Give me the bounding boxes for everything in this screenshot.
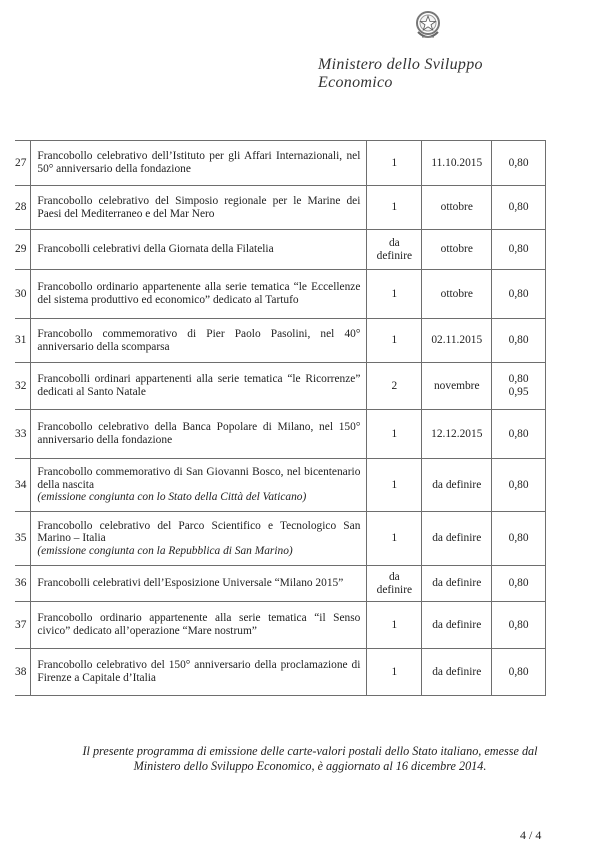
row-number: 28 [15,186,31,230]
description-text: Francobollo ordinario appartenente alla serie tematica “le Eccellenze del sistema produttivo ed economico” dedicato al Tartufo [37,281,361,306]
table-row [15,649,546,696]
row-number: 31 [15,319,31,363]
joint-issue-note: (emissione congiunta con la Repubblica di San Marino) [37,544,293,557]
stamp-description [31,363,367,410]
description-text: Francobollo celebrativo del 150° anniversario della proclamazione di Firenze a Capitale d’Italia [37,659,361,684]
quantity-text: 1 [391,201,398,214]
stamp-quantity [367,512,422,566]
quantity-text: da [388,570,400,583]
stamp-description [31,230,367,270]
face-value-text: 0,80 [508,243,529,256]
stamp-quantity [367,141,422,186]
quantity-text: 1 [391,287,398,300]
table-row [15,410,546,459]
face-value [492,363,546,410]
stamp-quantity [367,566,422,602]
face-value [492,649,546,696]
face-value [492,410,546,459]
table-row [15,459,546,512]
footer-note-line-2: Ministero dello Sviluppo Economico, è aggiornato al 16 dicembre 2014. [133,759,487,773]
ministry-name: Ministero dello Sviluppo Economico [318,56,483,91]
stamp-description [31,602,367,649]
table-row [15,270,546,319]
issue-date: ottobre [422,270,492,319]
description-text: Francobollo commemorativo di Pier Paolo Pasolini, nel 40° anniversario della scomparsa [37,327,361,353]
stamp-description [31,649,367,696]
description-text: Francobollo celebrativo del Simposio regionale per le Marine dei Paesi del Mediterraneo e del Mar Nero [37,194,361,220]
face-value-text: 0,80 [508,287,529,300]
face-value-text: 0,80 [508,665,529,678]
face-value-text: 0,80 [508,334,529,347]
stamp-quantity [367,319,422,363]
row-number: 29 [15,230,31,270]
issue-date: da definire [422,602,492,649]
row-number: 33 [15,410,31,459]
face-value [492,230,546,270]
table-row [15,230,546,270]
row-number: 27 [15,141,31,186]
description-text: Francobollo ordinario appartenente alla serie tematica “il Senso civico” dedicato all’operazione “Mare nostrum” [37,612,361,637]
footer-note [40,744,580,774]
issue-date: da definire [422,459,492,512]
stamp-quantity [367,230,422,270]
stamp-quantity [367,363,422,410]
table-row [15,602,546,649]
row-number: 34 [15,459,31,512]
table-row [15,363,546,410]
description-text: Francobollo celebrativo della Banca Popolare di Milano, nel 150° anniversario della fondazione [37,421,361,446]
row-number: 38 [15,649,31,696]
row-number: 35 [15,512,31,566]
quantity-text: da [388,236,400,249]
row-number: 30 [15,270,31,319]
description-text: Francobollo celebrativo del Parco Scientifico e Tecnologico San Marino – Italia [37,519,361,545]
stamp-description [31,512,367,566]
table-row [15,186,546,230]
issue-date: novembre [422,363,492,410]
stamp-description [31,141,367,186]
stamp-quantity [367,649,422,696]
row-number: 32 [15,363,31,410]
face-value-text: 0,80 [508,156,529,169]
quantity-text: 1 [391,618,398,631]
quantity-text: 1 [391,427,398,440]
row-number: 36 [15,566,31,602]
face-value [492,186,546,230]
footer-note-line-1: Il presente programma di emissione delle carte-valori postali dello Stato italiano, emesse dal [82,744,538,758]
face-value-text: 0,80 [508,373,529,386]
description-text: Francobollo celebrativo dell’Istituto per gli Affari Internazionali, nel 50° anniversario della fondazione [37,150,361,175]
face-value [492,141,546,186]
quantity-text: 1 [391,532,398,545]
table-row [15,319,546,363]
quantity-text: definire [376,583,413,596]
table-row [15,141,546,186]
table-row [15,566,546,602]
issue-date: ottobre [422,186,492,230]
stamp-quantity [367,270,422,319]
joint-issue-note: (emissione congiunta con lo Stato della Città del Vaticano) [37,491,307,504]
stamp-description [31,410,367,459]
face-value [492,319,546,363]
stamp-description [31,566,367,602]
face-value-text: 0,80 [508,201,529,214]
stamp-description [31,319,367,363]
stamp-description [31,186,367,230]
table-row [15,512,546,566]
stamp-quantity [367,186,422,230]
page-number: 4 / 4 [520,828,542,842]
issue-date: da definire [422,512,492,566]
face-value [492,566,546,602]
issue-date: 02.11.2015 [422,319,492,363]
face-value-text: 0,80 [508,532,529,545]
issue-date: 11.10.2015 [422,141,492,186]
italian-republic-emblem-icon [413,8,443,44]
description-text: Francobollo commemorativo di San Giovanni Bosco, nel bicentenario della nascita [37,466,361,491]
face-value [492,270,546,319]
description-text: Francobolli ordinari appartenenti alla serie tematica “le Ricorrenze” dedicati al Santo Natale [37,373,361,398]
description-text: Francobolli celebrativi dell’Esposizione Universale “Milano 2015” [37,577,344,590]
face-value-text: 0,80 [508,478,529,491]
stamp-description [31,270,367,319]
quantity-text: 1 [391,478,398,491]
stamp-quantity [367,459,422,512]
face-value-text: 0,80 [508,577,529,590]
issue-date: 12.12.2015 [422,410,492,459]
quantity-text: 1 [391,156,398,169]
quantity-text: 1 [391,334,398,347]
issue-date: da definire [422,566,492,602]
issue-date: da definire [422,649,492,696]
quantity-text: definire [376,249,413,262]
face-value [492,459,546,512]
stamp-quantity [367,410,422,459]
face-value [492,512,546,566]
issue-date: ottobre [422,230,492,270]
face-value-text: 0,95 [508,386,529,398]
face-value-text: 0,80 [508,618,529,631]
stamp-quantity [367,602,422,649]
description-text: Francobolli celebrativi della Giornata della Filatelia [37,243,274,256]
quantity-text: 2 [391,379,398,392]
face-value [492,602,546,649]
face-value-text: 0,80 [508,427,529,440]
quantity-text: 1 [391,665,398,678]
stamp-description [31,459,367,512]
stamp-program-table [15,140,546,696]
row-number: 37 [15,602,31,649]
